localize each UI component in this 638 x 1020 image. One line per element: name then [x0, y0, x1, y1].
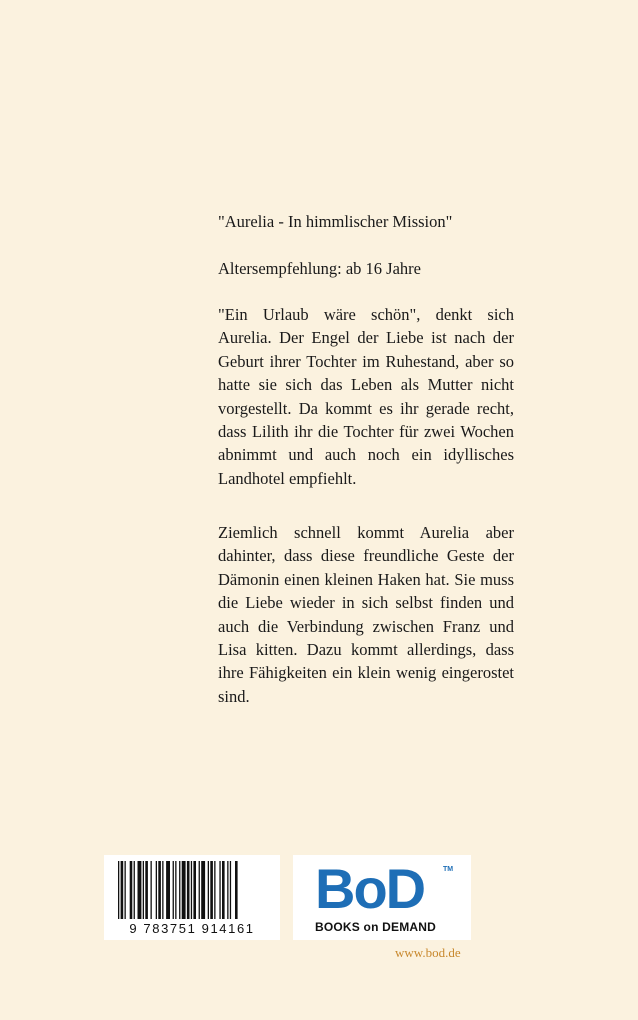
barcode-bar: [138, 861, 142, 919]
barcode-bar: [162, 861, 163, 919]
book-title: "Aurelia - In himmlischer Mission": [218, 212, 453, 231]
barcode-bar: [193, 861, 196, 919]
barcode-bar: [151, 861, 152, 919]
barcode-bar: [219, 861, 220, 919]
bod-subtitle: BOOKS on DEMAND: [315, 920, 436, 934]
barcode-bar: [118, 861, 119, 919]
barcode-bars: [104, 855, 280, 923]
barcode-bar: [227, 861, 228, 919]
barcode-bar: [191, 861, 192, 919]
bod-wordmark: BoD: [315, 857, 425, 920]
barcode-bar: [121, 861, 124, 919]
barcode-bar: [156, 861, 157, 919]
barcode-bar: [222, 861, 225, 919]
barcode-bar: [173, 861, 174, 919]
barcode-bar: [201, 861, 205, 919]
barcode-bar: [208, 861, 209, 919]
barcode-bar: [134, 861, 135, 919]
trademark-mark: TM: [443, 866, 454, 873]
barcode-bar: [214, 861, 215, 919]
bod-logo: [293, 855, 471, 940]
barcode-bar: [182, 861, 186, 919]
barcode-bar: [143, 861, 144, 919]
barcode-bar: [175, 861, 176, 919]
barcode-bar: [145, 861, 148, 919]
barcode-bar: [130, 861, 133, 919]
age-recommendation: Altersempfehlung: ab 16 Jahre: [218, 259, 421, 278]
barcode-bar: [187, 861, 190, 919]
isbn-barcode: [104, 855, 280, 940]
barcode-bar: [158, 861, 161, 919]
blurb-paragraph-2: Ziemlich schnell kommt Aurelia aber dahinter, dass diese freundliche Geste der Dämonin einen kleinen Haken hat. Sie muss die Liebe wieder in sich selbst finden und auch die Verbindung zwischen Franz und Lisa kitten. Dazu kommt allerdings, dass ihre Fähigkeiten ein klein wenig eingerostet sind.: [218, 523, 514, 706]
barcode-bar: [166, 861, 170, 919]
barcode-bar: [210, 861, 213, 919]
barcode-bar: [125, 861, 126, 919]
barcode-bar: [199, 861, 200, 919]
publisher-url: www.bod.de: [395, 945, 461, 960]
blurb-paragraph-1: "Ein Urlaub wäre schön", denkt sich Aurelia. Der Engel der Liebe ist nach der Geburt ihrer Tochter im Ruhestand, aber so hatte sie sich das Leben als Mutter nicht vorgestellt. Da kommt es ihr gerade recht, dass Lilith ihr die Tochter für zwei Wochen abnimmt und auch noch ein idyllisches Landhotel empfiehlt.: [218, 305, 514, 488]
barcode-bar: [179, 861, 180, 919]
isbn-digits: 9 783751 914161: [129, 921, 255, 936]
barcode-bar: [230, 861, 231, 919]
barcode-bar: [235, 861, 238, 919]
